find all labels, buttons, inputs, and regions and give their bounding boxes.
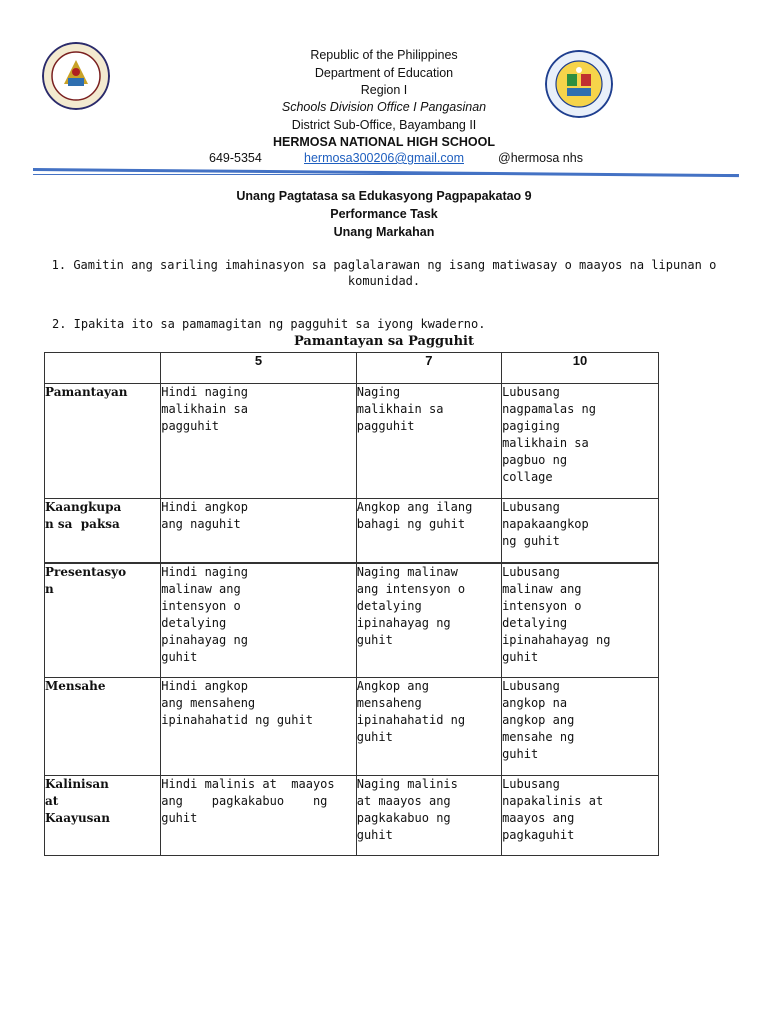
table-row (45, 499, 659, 563)
score-7-cell: Naging malinaw ang intensyon o detalying ipinahayag ng guhit (356, 563, 501, 678)
header-district: District Sub-Office, Bayambang II (291, 118, 477, 132)
letterhead (0, 0, 768, 180)
rubric-header-5: 5 (161, 353, 357, 384)
header-school-name: HERMOSA NATIONAL HIGH SCHOOL (273, 135, 495, 149)
instruction-1-line-a: 1. Gamitin ang sariling imahinasyon sa paglalarawan ng isang matiwasay o maayos na lipunan o (51, 258, 717, 272)
score-5-cell: Hindi malinis at maayos ang pagkakabuo ng guhit (161, 776, 357, 856)
title-performance-task: Performance Task (330, 207, 438, 221)
score-10-cell: Lubusang napakalinis at maayos ang pagkaguhit (502, 776, 659, 856)
score-5-cell: Hindi naging malinaw ang intensyon o detalying pinahayag ng guhit (161, 563, 357, 678)
table-row (45, 384, 659, 499)
score-7-cell: Angkop ang ilang bahagi ng guhit (356, 499, 501, 563)
rubric-header-10: 10 (502, 353, 659, 384)
table-row (45, 678, 659, 776)
header-republic: Republic of the Philippines (310, 48, 458, 62)
header-department: Department of Education (314, 66, 454, 80)
score-10-cell: Lubusang nagpamalas ng pagiging malikhain sa pagbuo ng collage (502, 384, 659, 499)
rubric-header-7: 7 (356, 353, 501, 384)
instruction-1-line-b: komunidad. (347, 274, 421, 288)
header-rule-thick (33, 168, 739, 177)
criterion-cell: Presentasyo n (45, 563, 161, 678)
header-rule-thin (33, 174, 739, 175)
header-division-office: Schools Division Office I Pangasinan (281, 100, 487, 114)
header-phone: 649-5354 (209, 151, 262, 165)
score-7-cell: Naging malikhain sa pagguhit (356, 384, 501, 499)
title-assessment: Unang Pagtatasa sa Edukasyong Pagpapakatao 9 (236, 189, 532, 203)
table-row (45, 563, 659, 678)
rubric-table (44, 352, 659, 856)
header-region: Region I (360, 83, 408, 97)
score-5-cell: Hindi angkop ang naguhit (161, 499, 357, 563)
instruction-2: 2. Ipakita ito sa pamamagitan ng pagguhit sa iyong kwaderno. (52, 317, 486, 331)
rubric-title: Pamantayan sa Pagguhit (293, 334, 474, 349)
document-titles (0, 187, 768, 241)
instruction-1 (0, 257, 768, 289)
score-5-cell: Hindi naging malikhain sa pagguhit (161, 384, 357, 499)
score-7-cell: Naging malinis at maayos ang pagkakabuo ng guhit (356, 776, 501, 856)
score-5-cell: Hindi angkop ang mensaheng ipinahahatid ng guhit (161, 678, 357, 776)
score-10-cell: Lubusang malinaw ang intensyon o detalying ipinahahayag ng guhit (502, 563, 659, 678)
criterion-cell: Mensahe (45, 678, 161, 776)
score-10-cell: Lubusang napakaangkop ng guhit (502, 499, 659, 563)
table-row (45, 776, 659, 856)
title-quarter: Unang Markahan (333, 225, 435, 239)
score-7-cell: Angkop ang mensaheng ipinahahatid ng guhit (356, 678, 501, 776)
criterion-cell: Kaangkupa n sa paksa (45, 499, 161, 563)
rubric-header-blank (45, 353, 161, 384)
criterion-cell: Kalinisan at Kaayusan (45, 776, 161, 856)
score-10-cell: Lubusang angkop na angkop ang mensahe ng guhit (502, 678, 659, 776)
header-social: @hermosa nhs (498, 151, 583, 165)
criterion-cell: Pamantayan (45, 384, 161, 499)
rubric-header-row (45, 353, 659, 384)
header-email-link[interactable]: hermosa300206@gmail.com (304, 151, 464, 165)
